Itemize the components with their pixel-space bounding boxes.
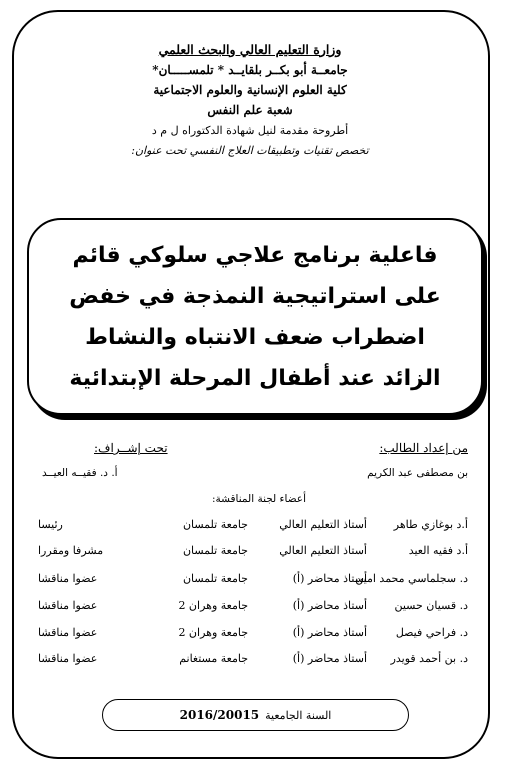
member-rank: أستاذ التعليم العالي <box>279 518 367 531</box>
member-name: أ.د بوغازي طاهر <box>393 518 468 531</box>
supervision-label: تحت إشــراف: <box>94 441 168 455</box>
member-role: عضوا مناقشا <box>38 652 98 665</box>
committee-row <box>0 572 510 596</box>
academic-year-box <box>102 699 409 731</box>
member-name: أ.د فقيه العيد <box>408 544 468 557</box>
member-institution: جامعة وهران 2 <box>178 626 248 639</box>
title-line-2: على استراتيجية النمذجة في خفض <box>69 283 441 309</box>
department-line: شعبة علم النفس <box>207 103 293 117</box>
member-role: عضوا مناقشا <box>38 599 98 612</box>
member-institution: جامعة تلمسان <box>182 544 248 557</box>
member-rank: أستاذ التعليم العالي <box>279 544 367 557</box>
member-name: د. بن أحمد قويدر <box>390 652 468 665</box>
committee-row <box>0 518 510 542</box>
committee-row <box>0 626 510 650</box>
member-role: مشرفا ومقررا <box>38 544 104 557</box>
university-line: جامعــة أبو بكــر بلقايــد * تلمســـــان* <box>152 63 348 77</box>
academic-year-value: 2016/20015 <box>179 708 260 722</box>
member-institution: جامعة تلمسان <box>182 518 248 531</box>
committee-label: أعضاء لجنة المناقشة: <box>212 493 306 505</box>
specialty-line: تخصص تقنيات وتطبيقات العلاج النفسي تحت عنوان: <box>131 143 369 157</box>
member-role: رئيسا <box>38 518 63 531</box>
header-block <box>120 40 380 160</box>
title-line-3: اضطراب ضعف الانتباه والنشاط <box>85 324 425 350</box>
student-name: بن مصطفى عبد الكريم <box>367 467 468 479</box>
member-name: د. سجلماسي محمد امين <box>355 572 468 585</box>
member-rank: أستاذ محاضر (أ) <box>292 652 367 665</box>
member-institution: جامعة مستغانم <box>179 652 248 665</box>
thesis-line: أطروحة مقدمة لنيل شهادة الدكتوراه ل م د <box>151 123 349 137</box>
prepared-by-label: من إعداد الطالب: <box>379 441 468 455</box>
member-rank: أستاذ محاضر (أ) <box>292 626 367 639</box>
committee-row <box>0 544 510 568</box>
member-name: د. قسيان حسين <box>394 599 468 612</box>
title-line-1: فاعلية برنامج علاجي سلوكي قائم <box>72 242 438 268</box>
member-institution: جامعة تلمسان <box>182 572 248 585</box>
academic-year-label: السنة الجامعية <box>265 708 332 722</box>
faculty-line: كلية العلوم الإنسانية والعلوم الاجتماعية <box>153 83 347 97</box>
committee-row <box>0 599 510 623</box>
supervisor-name: أ. د. فقيــه العيــد <box>42 467 118 479</box>
title-line-4: الزائد عند أطفال المرحلة الإبتدائية <box>69 365 441 391</box>
member-role: عضوا مناقشا <box>38 626 98 639</box>
member-name: د. فراحي فيصل <box>395 626 468 639</box>
member-rank: أستاذ محاضر (أ) <box>292 572 367 585</box>
member-rank: أستاذ محاضر (أ) <box>292 599 367 612</box>
thesis-title-box <box>27 218 483 415</box>
ministry-line: وزارة التعليم العالي والبحث العلمي <box>158 41 342 57</box>
member-institution: جامعة وهران 2 <box>178 599 248 612</box>
committee-row <box>0 652 510 676</box>
member-role: عضوا مناقشا <box>38 572 98 585</box>
